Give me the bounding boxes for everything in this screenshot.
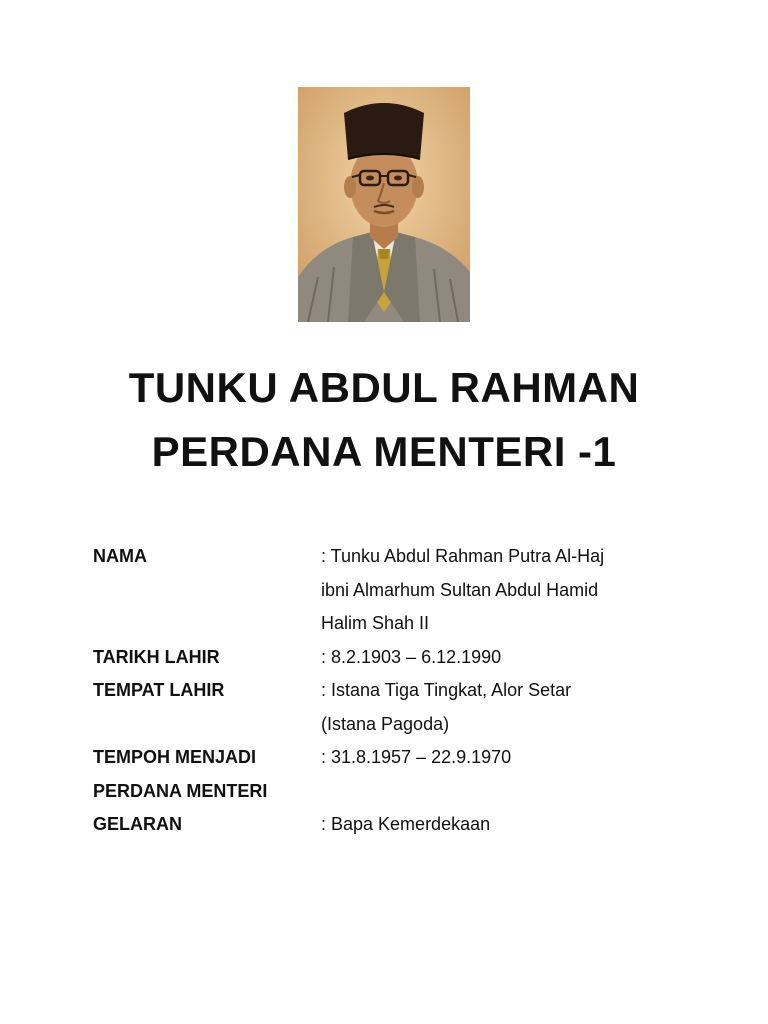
biodata-row-nama — [93, 540, 713, 641]
biodata-value-line: : Bapa Kemerdekaan — [321, 814, 491, 834]
biodata-table — [93, 540, 713, 842]
page-title-name: TUNKU ABDUL RAHMAN — [128, 364, 640, 411]
biodata-label: NAMA — [93, 546, 147, 566]
biodata-value-line: ibni Almarhum Sultan Abdul Hamid — [321, 579, 599, 600]
biodata-value — [321, 741, 681, 775]
biodata-value — [321, 641, 681, 675]
biodata-row-tempoh — [93, 741, 713, 775]
biodata-label: PERDANA MENTERI — [93, 780, 268, 801]
biodata-label: TEMPOH MENJADI — [93, 747, 257, 767]
biodata-row-tarikh-lahir — [93, 641, 713, 675]
biodata-row-gelaran — [93, 808, 713, 842]
biodata-value-line — [321, 775, 681, 809]
portrait-painting-icon — [298, 87, 470, 322]
biodata-value-line: : Istana Tiga Tingkat, Alor Setar — [321, 680, 572, 700]
biodata-row-perdana-menteri — [93, 775, 713, 809]
biodata-label: TEMPAT LAHIR — [93, 680, 225, 700]
biodata-row-tempat-lahir — [93, 674, 713, 741]
biodata-value-line: : 31.8.1957 – 22.9.1970 — [321, 747, 512, 767]
biodata-value-line: : 8.2.1903 – 6.12.1990 — [321, 646, 502, 667]
biodata-value — [321, 674, 681, 741]
biodata-value — [321, 775, 681, 809]
biodata-value-line: : Tunku Abdul Rahman Putra Al-Haj — [321, 546, 605, 566]
biodata-value-line: Halim Shah II — [321, 613, 430, 633]
page-title-position: PERDANA MENTERI -1 — [151, 428, 617, 475]
biodata-value — [321, 540, 681, 641]
biodata-label: GELARAN — [93, 814, 182, 834]
biodata-value-line: (Istana Pagoda) — [321, 713, 450, 734]
portrait-image — [298, 87, 470, 322]
biodata-value — [321, 808, 681, 842]
biodata-label: TARIKH LAHIR — [93, 646, 220, 667]
